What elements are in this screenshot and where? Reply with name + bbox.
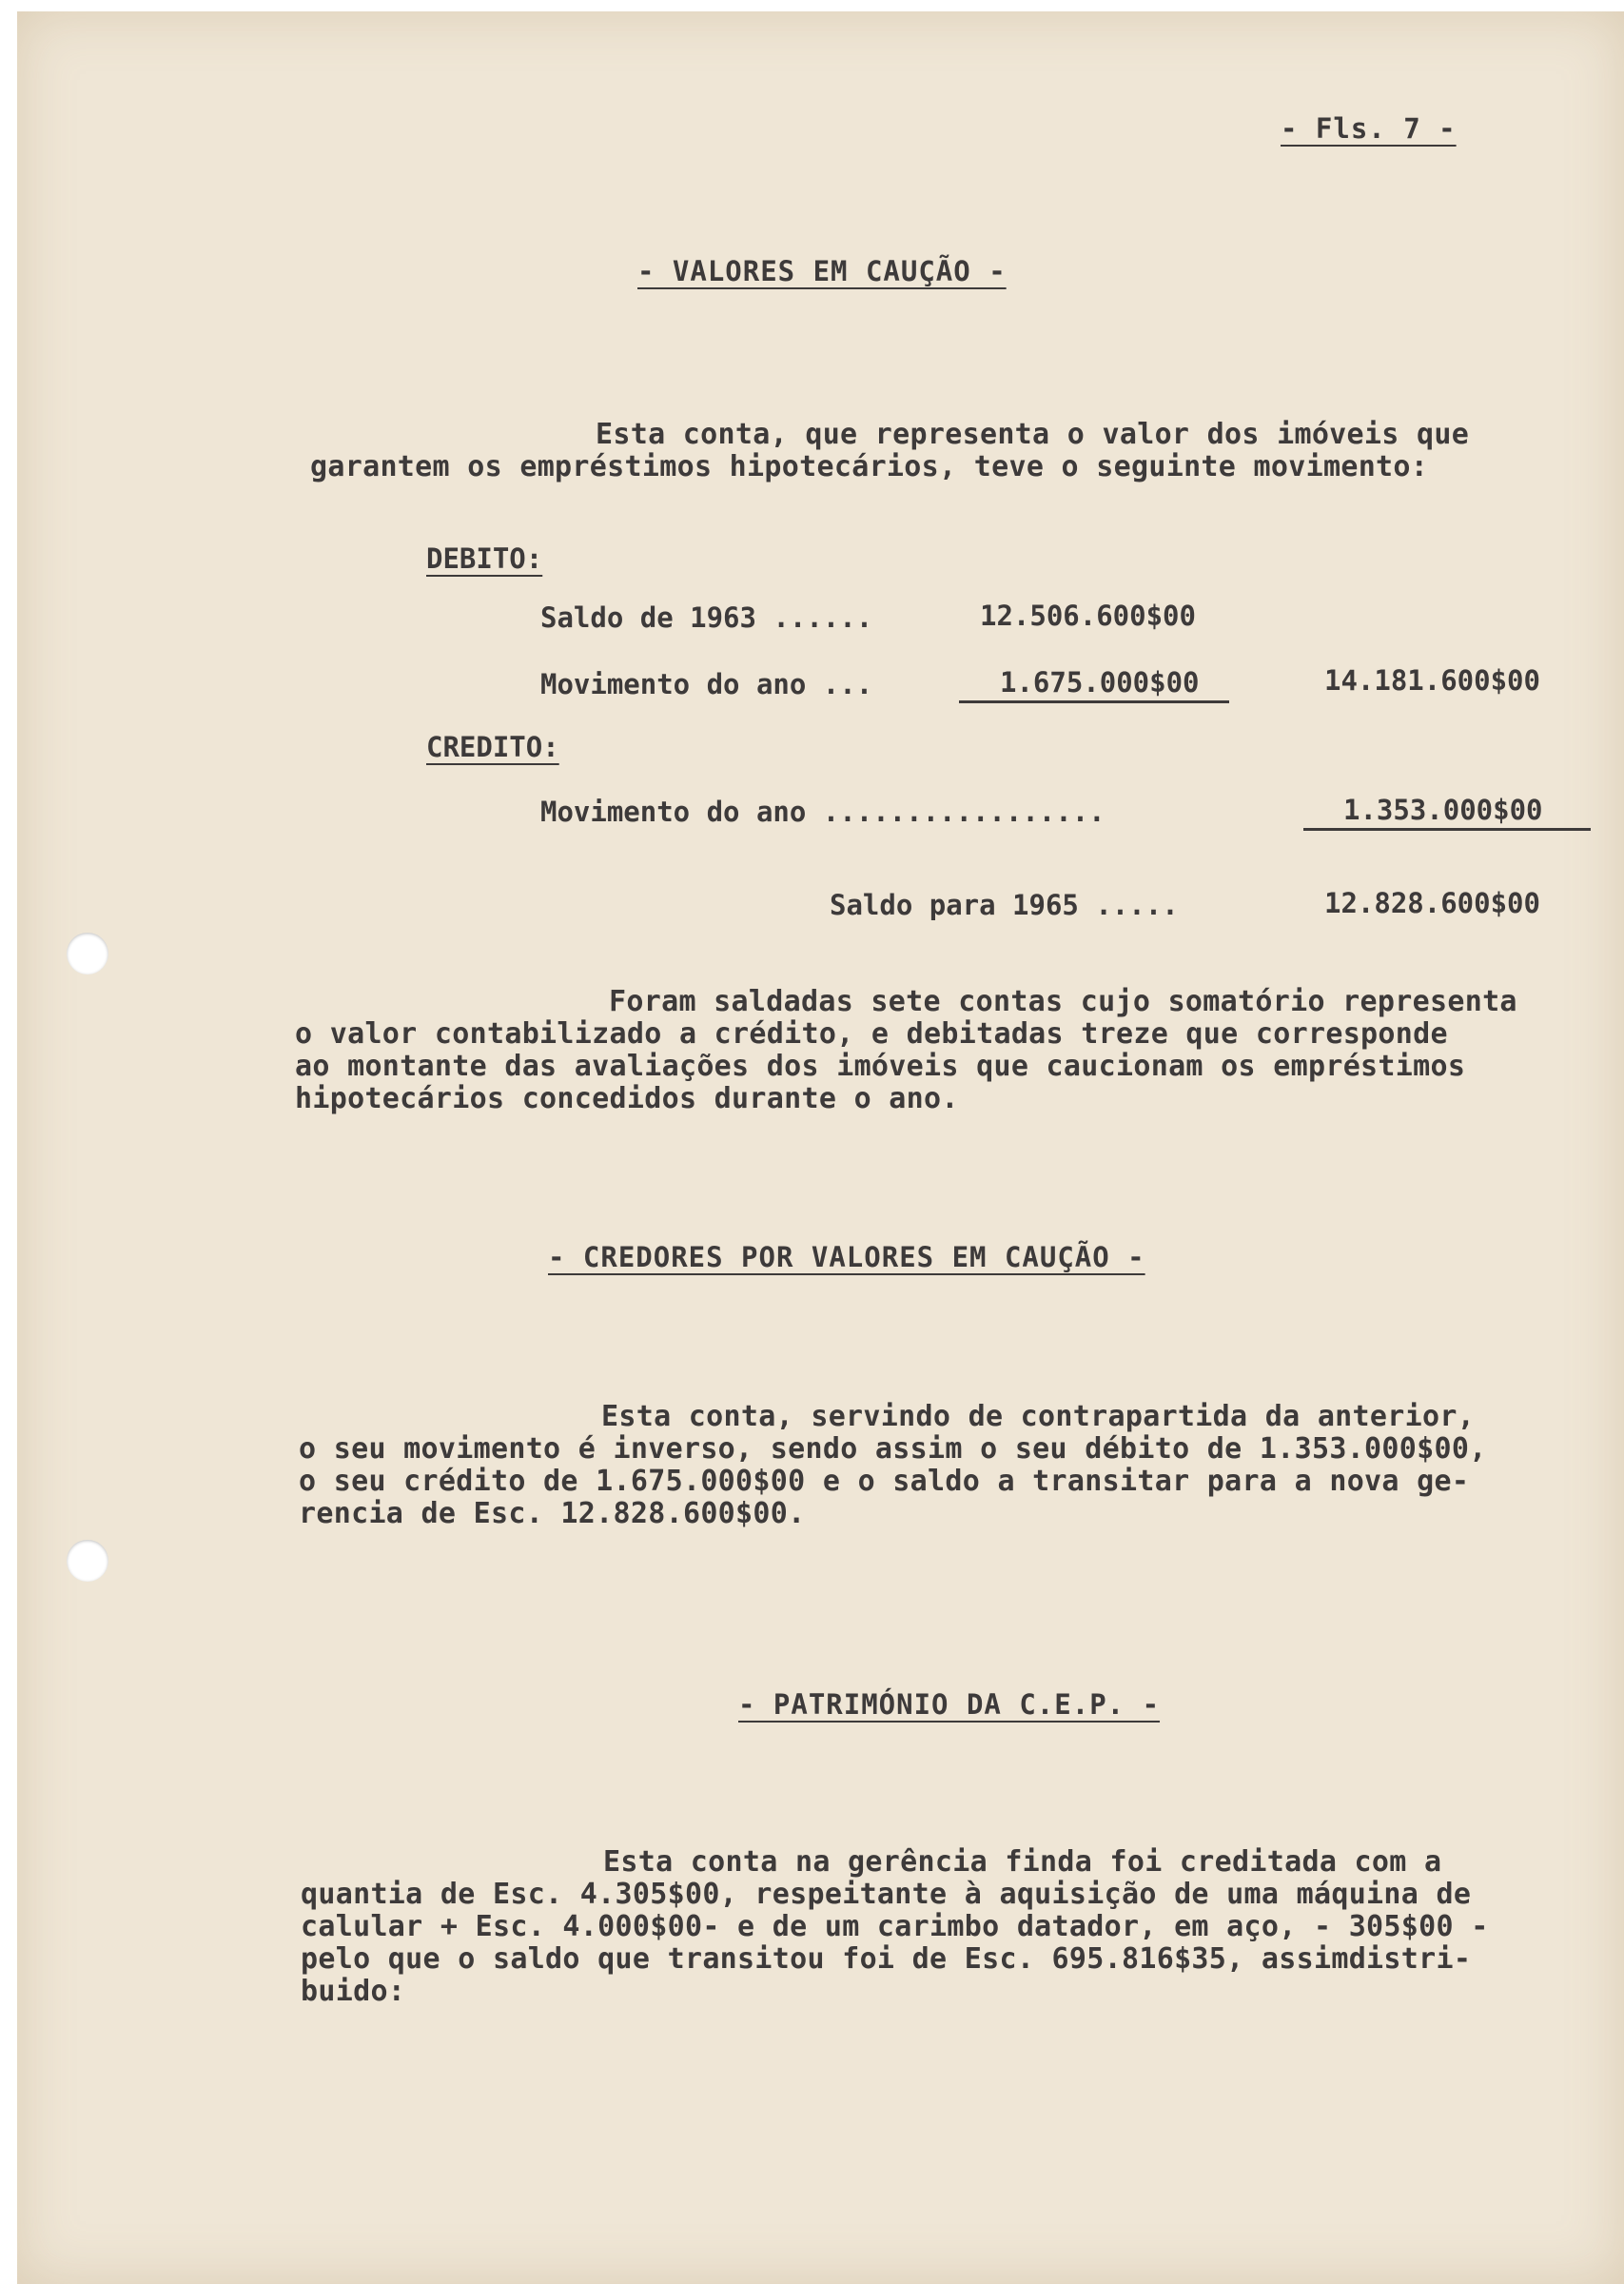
section-title-patrimonio: - PATRIMÓNIO DA C.E.P. -	[738, 1688, 1161, 1721]
text-line: Foram saldadas sete contas cujo somatório representa	[609, 985, 1517, 1018]
credit-row-total: 1.353.000$00	[1343, 794, 1543, 826]
balance-row-label: Saldo para 1965 .....	[830, 889, 1179, 921]
credit-label: CREDITO:	[426, 731, 559, 763]
debit-row-amount: 12.506.600$00	[980, 600, 1196, 632]
document-page	[17, 11, 1624, 2284]
credit-row-label: Movimento do ano .................	[540, 796, 1105, 828]
text-line: o seu movimento é inverso, sendo assim o seu débito de 1.353.000$00,	[299, 1432, 1487, 1466]
punch-hole-top	[67, 933, 108, 975]
section1-intro	[310, 419, 1469, 483]
section-title-credores: - CREDORES POR VALORES EM CAUÇÃO -	[548, 1241, 1145, 1273]
text-line: o seu crédito de 1.675.000$00 e o saldo a transitar para a nova ge-	[299, 1465, 1470, 1498]
text-line: calular + Esc. 4.000$00- e de um carimbo datador, em aço, - 305$00 -	[301, 1910, 1489, 1943]
debit-row-label: Movimento do ano ...	[540, 668, 873, 700]
subtotal-rule	[959, 700, 1229, 703]
text-line: buido:	[301, 1975, 406, 2008]
debit-label: DEBITO:	[426, 542, 543, 575]
section1-paragraph	[295, 986, 1517, 1115]
debit-row-label: Saldo de 1963 ......	[540, 601, 873, 634]
punch-hole-bottom	[67, 1540, 108, 1582]
text-line: rencia de Esc. 12.828.600$00.	[299, 1497, 806, 1530]
page-number: - Fls. 7 -	[1281, 112, 1457, 145]
section3-paragraph	[301, 1846, 1489, 2008]
text-line: o valor contabilizado a crédito, e debitadas treze que corresponde	[295, 1017, 1448, 1051]
text-line: pelo que o saldo que transitou foi de Esc. 695.816$35, assimdistri-	[301, 1942, 1472, 1976]
text-line: quantia de Esc. 4.305$00, respeitante à aquisição de uma máquina de	[301, 1878, 1472, 1911]
debit-row-amount: 1.675.000$00	[1000, 666, 1200, 699]
debit-row-total: 14.181.600$00	[1324, 664, 1540, 697]
text-line: hipotecários concedidos durante o ano.	[295, 1082, 959, 1115]
text-line: ao montante das avaliações dos imóveis que caucionam os empréstimos	[295, 1050, 1466, 1083]
text-line: Esta conta, servindo de contrapartida da anterior,	[601, 1400, 1476, 1433]
balance-row-total: 12.828.600$00	[1324, 887, 1540, 919]
text-line: garantem os empréstimos hipotecários, teve o seguinte movimento:	[310, 450, 1429, 483]
text-line: Esta conta na gerência finda foi creditada com a	[603, 1845, 1442, 1879]
section-title-valores-em-caucao: - VALORES EM CAUÇÃO -	[637, 255, 1007, 287]
total-rule	[1303, 828, 1591, 831]
text-line: Esta conta, que representa o valor dos imóveis que	[596, 418, 1470, 451]
section2-paragraph	[299, 1401, 1487, 1530]
